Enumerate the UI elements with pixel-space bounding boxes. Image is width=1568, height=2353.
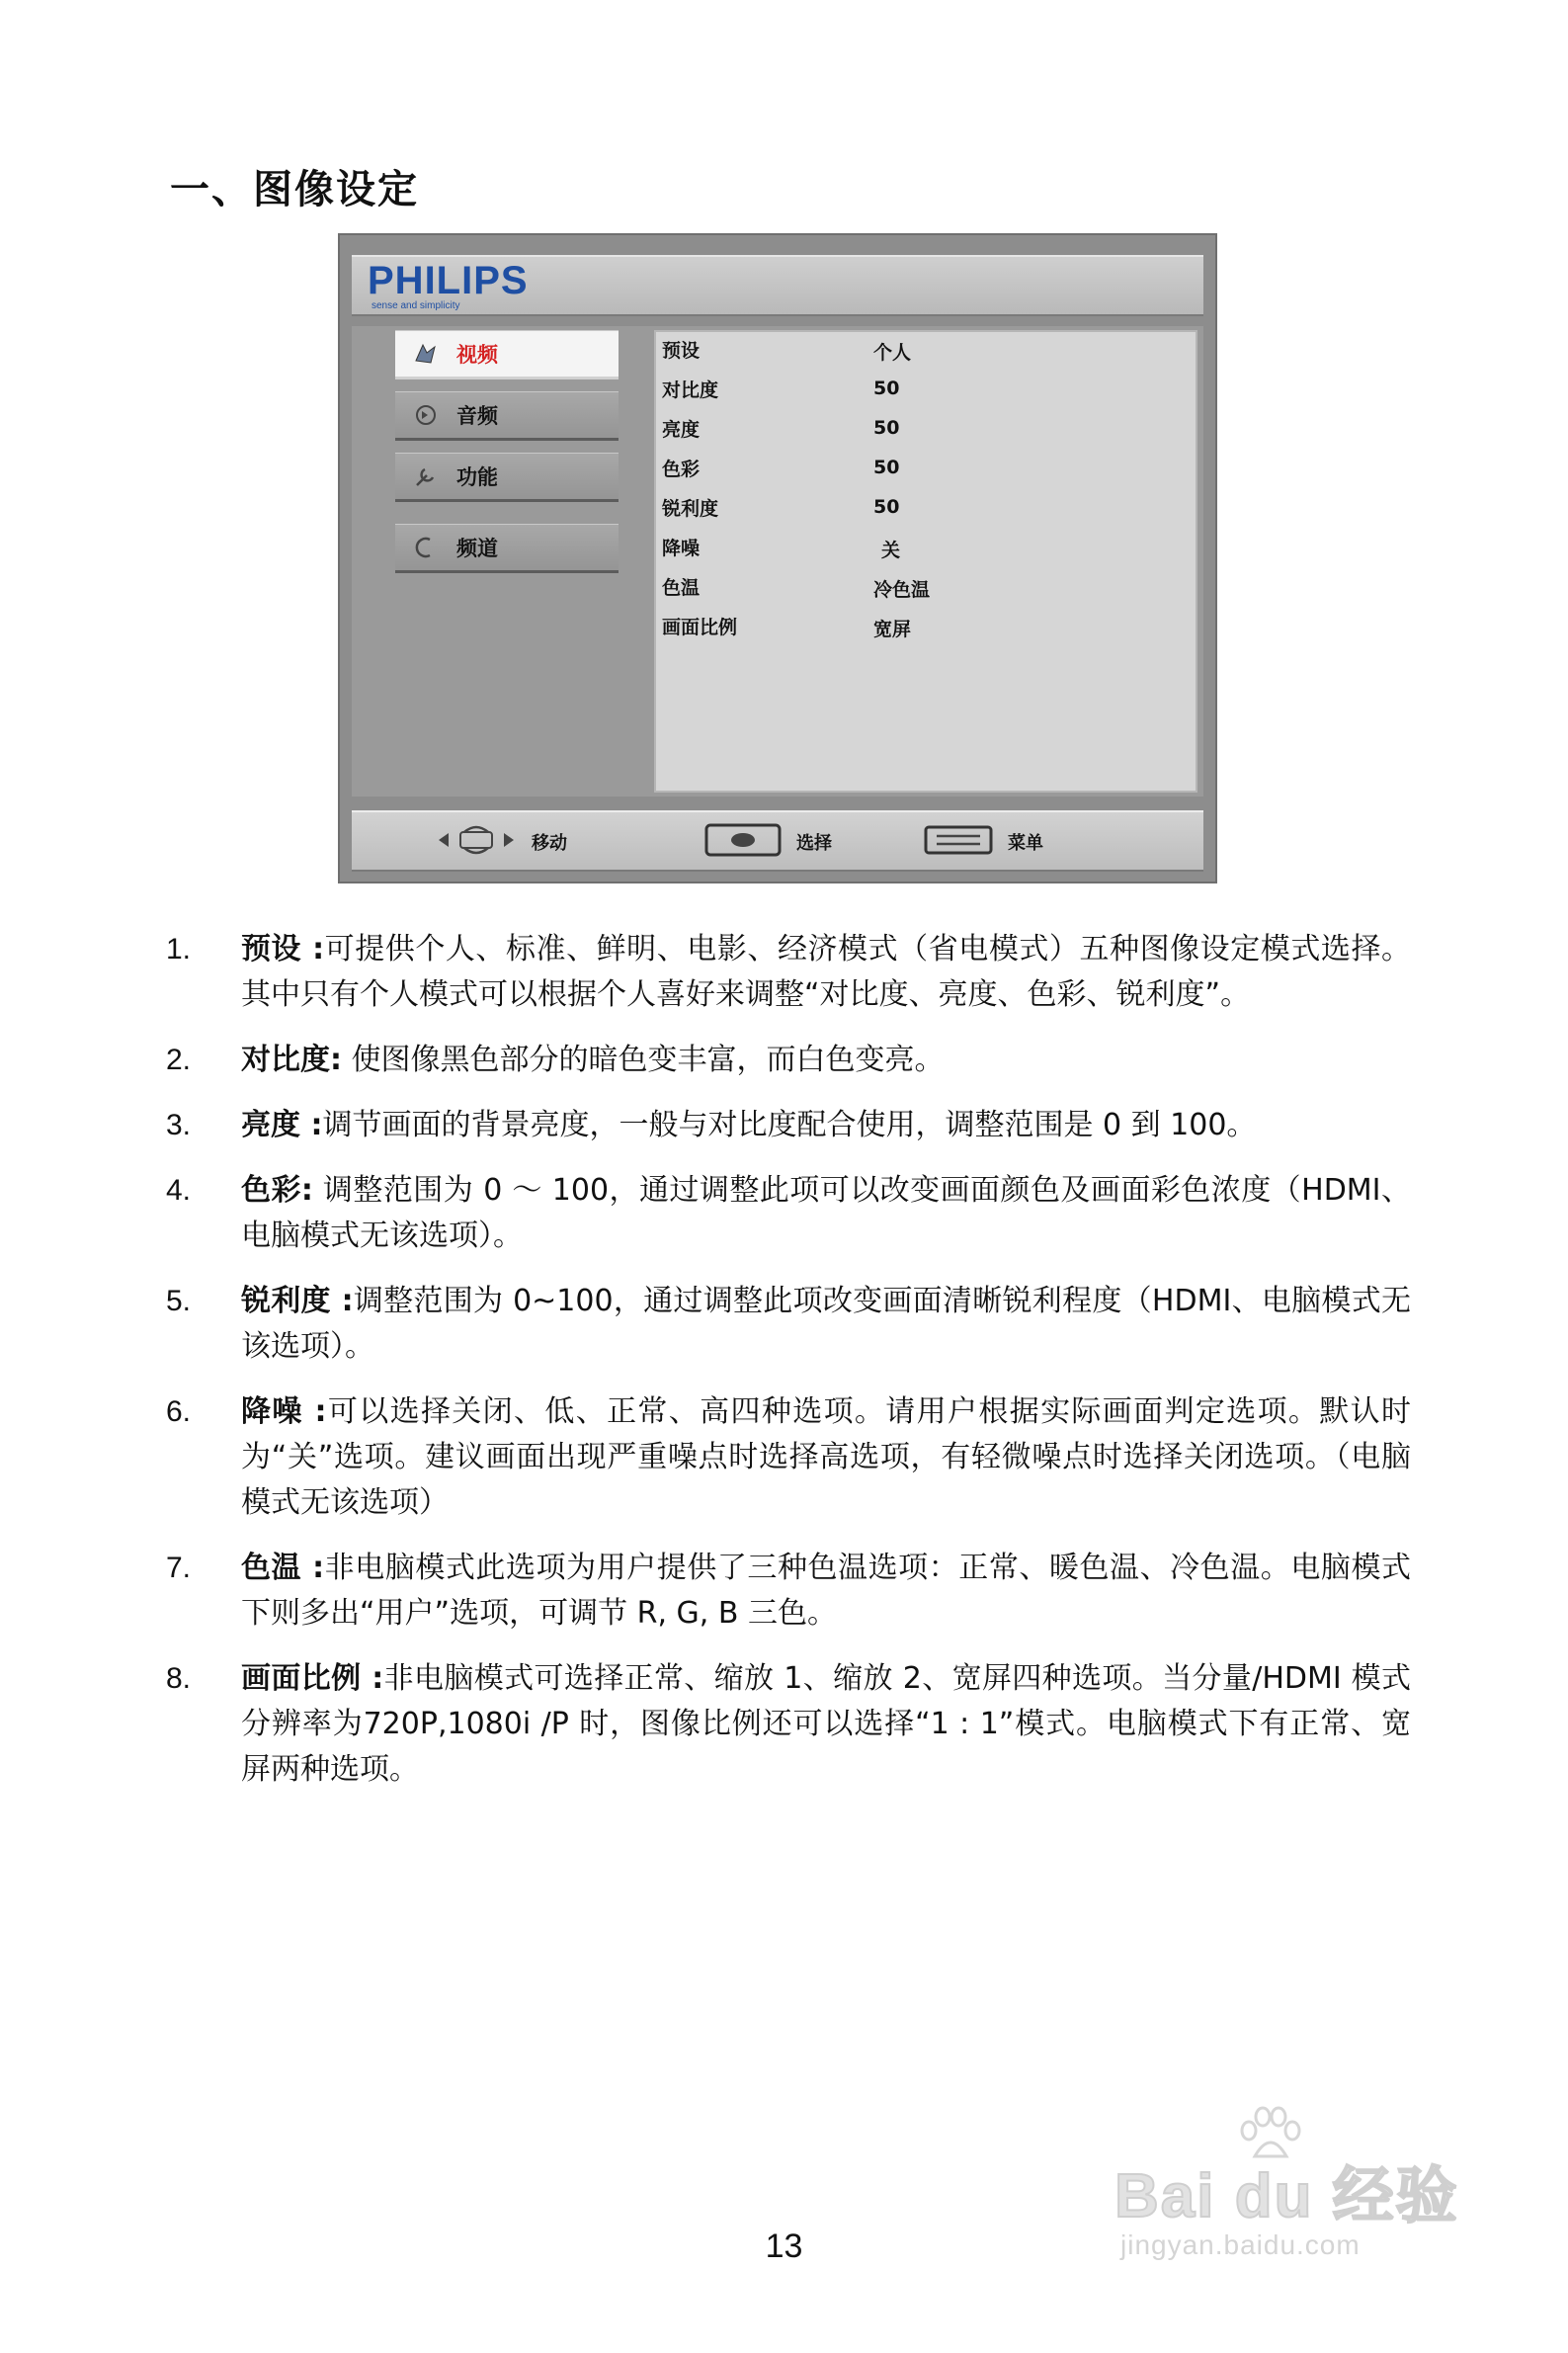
setting-name: 色彩 bbox=[662, 459, 701, 480]
item-description: 调整范围为 0~100，通过调整此项改变画面清晰锐利程度（HDMI、电脑模式无该选项）。 bbox=[241, 1284, 1411, 1364]
item-description: 调节画面的背景亮度，一般与对比度配合使用，调整范围是 0 到 100。 bbox=[322, 1108, 1257, 1142]
item-description: 使图像黑色部分的暗色变丰富，而白色变亮。 bbox=[342, 1043, 945, 1077]
setting-value: 关 bbox=[881, 540, 901, 561]
setting-value: 50 bbox=[873, 417, 900, 439]
tv-osd-screenshot bbox=[338, 233, 1217, 883]
brand-tagline: sense and simplicity bbox=[371, 300, 460, 311]
setting-row-preset[interactable] bbox=[656, 332, 1196, 372]
move-label: 移动 bbox=[532, 833, 567, 854]
setting-row-aspect-ratio[interactable] bbox=[656, 609, 1196, 648]
ok-button-icon bbox=[703, 820, 783, 864]
setting-name: 预设 bbox=[662, 340, 701, 362]
list-item bbox=[166, 1389, 1411, 1526]
menu-hint bbox=[923, 820, 1043, 864]
channel-icon bbox=[413, 535, 439, 560]
item-number: 4. bbox=[166, 1174, 192, 1207]
function-icon bbox=[413, 463, 439, 489]
item-text bbox=[241, 1103, 1411, 1148]
setting-row-sharpness[interactable] bbox=[656, 490, 1196, 530]
osd-footer bbox=[352, 810, 1203, 872]
item-term: 降噪 : bbox=[241, 1394, 327, 1429]
watermark-brand: Bai du 经验 bbox=[1114, 2162, 1459, 2230]
item-term: 色温 : bbox=[241, 1551, 325, 1585]
menu-item-label: 音频 bbox=[456, 404, 498, 428]
settings-panel bbox=[654, 330, 1197, 793]
item-number: 2. bbox=[166, 1044, 192, 1076]
philips-logo: PHILIPS bbox=[368, 259, 529, 302]
menu-item-function[interactable] bbox=[395, 453, 619, 502]
item-number: 3. bbox=[166, 1109, 192, 1141]
page-number: 13 bbox=[765, 2227, 803, 2265]
list-item bbox=[166, 1546, 1411, 1637]
item-number: 6. bbox=[166, 1395, 192, 1428]
item-description: 调整范围为 0 ～ 100，通过调整此项可以改变画面颜色及画面彩色浓度（HDMI、电脑模式无该选项）。 bbox=[241, 1173, 1411, 1253]
item-term: 亮度 : bbox=[241, 1108, 323, 1142]
setting-name: 画面比例 bbox=[662, 617, 738, 638]
item-term: 画面比例 : bbox=[241, 1661, 384, 1696]
setting-value: 50 bbox=[873, 457, 900, 478]
list-item bbox=[166, 1656, 1411, 1793]
menu-label: 菜单 bbox=[1008, 833, 1043, 854]
setting-name: 亮度 bbox=[662, 419, 701, 441]
dpad-icon bbox=[435, 820, 518, 864]
menu-item-label: 视频 bbox=[456, 343, 498, 367]
setting-value: 冷色温 bbox=[873, 579, 931, 601]
menu-item-label: 功能 bbox=[456, 465, 498, 489]
setting-row-color[interactable] bbox=[656, 451, 1196, 490]
setting-name: 色温 bbox=[662, 577, 701, 599]
move-hint bbox=[435, 820, 567, 864]
item-text bbox=[241, 1279, 1411, 1370]
menu-item-video[interactable] bbox=[395, 330, 619, 379]
settings-description-list bbox=[166, 927, 1411, 1812]
item-term: 色彩: bbox=[241, 1173, 313, 1208]
setting-row-contrast[interactable] bbox=[656, 372, 1196, 411]
item-description: 可以选择关闭、低、正常、高四种选项。请用户根据实际画面判定选项。默认时为“关”选项。建议画面出现严重噪点时选择高选项，有轻微噪点时选择关闭选项。（电脑模式无该选项） bbox=[241, 1394, 1411, 1520]
item-term: 对比度: bbox=[241, 1043, 342, 1077]
menu-item-audio[interactable] bbox=[395, 391, 619, 441]
list-item bbox=[166, 1279, 1411, 1370]
watermark-url: jingyan.baidu.com bbox=[1120, 2229, 1361, 2260]
setting-value: 宽屏 bbox=[873, 619, 912, 640]
osd-header bbox=[352, 255, 1203, 316]
list-item bbox=[166, 1168, 1411, 1259]
menu-button-icon bbox=[923, 820, 994, 864]
item-description: 非电脑模式可选择正常、缩放 1、缩放 2、宽屏四种选项。当分量/HDMI 模式分辨率为720P,1080i /P 时，图像比例还可以选择“1 : 1”模式。电脑模式下有正常、宽屏两种选项。 bbox=[241, 1661, 1411, 1787]
setting-row-color-temp[interactable] bbox=[656, 569, 1196, 609]
item-text bbox=[241, 927, 1411, 1018]
item-text bbox=[241, 1389, 1411, 1526]
setting-value: 50 bbox=[873, 496, 900, 518]
video-icon bbox=[413, 341, 439, 367]
item-number: 8. bbox=[166, 1662, 192, 1695]
list-item bbox=[166, 1038, 1411, 1083]
audio-icon bbox=[413, 402, 439, 428]
item-text bbox=[241, 1546, 1411, 1637]
item-description: 非电脑模式此选项为用户提供了三种色温选项：正常、暖色温、冷色温。电脑模式下则多出“用户”选项，可调节 R, G, B 三色。 bbox=[241, 1551, 1411, 1631]
select-label: 选择 bbox=[796, 833, 832, 854]
item-text bbox=[241, 1656, 1411, 1793]
item-term: 预设 : bbox=[241, 932, 325, 966]
osd-body bbox=[352, 326, 1203, 797]
item-description: 可提供个人、标准、鲜明、电影、经济模式（省电模式）五种图像设定模式选择。其中只有个人模式可以根据个人喜好来调整“对比度、亮度、色彩、锐利度”。 bbox=[241, 932, 1411, 1012]
menu-item-label: 频道 bbox=[456, 537, 498, 560]
menu-item-channel[interactable] bbox=[395, 524, 619, 573]
item-number: 1. bbox=[166, 933, 192, 966]
item-text bbox=[241, 1168, 1411, 1259]
setting-value: 50 bbox=[873, 378, 900, 399]
setting-name: 降噪 bbox=[662, 538, 701, 559]
list-item bbox=[166, 927, 1411, 1018]
item-number: 5. bbox=[166, 1285, 192, 1317]
setting-name: 对比度 bbox=[662, 379, 719, 401]
item-text bbox=[241, 1038, 1411, 1083]
setting-row-brightness[interactable] bbox=[656, 411, 1196, 451]
setting-row-noise-reduction[interactable] bbox=[656, 530, 1196, 569]
item-term: 锐利度 : bbox=[241, 1284, 354, 1318]
osd-menu bbox=[395, 330, 619, 585]
setting-name: 锐利度 bbox=[662, 498, 719, 520]
list-item bbox=[166, 1103, 1411, 1148]
select-hint bbox=[703, 820, 832, 864]
item-number: 7. bbox=[166, 1552, 192, 1584]
section-title: 一、图像设定 bbox=[170, 167, 419, 212]
setting-value: 个人 bbox=[873, 342, 912, 364]
